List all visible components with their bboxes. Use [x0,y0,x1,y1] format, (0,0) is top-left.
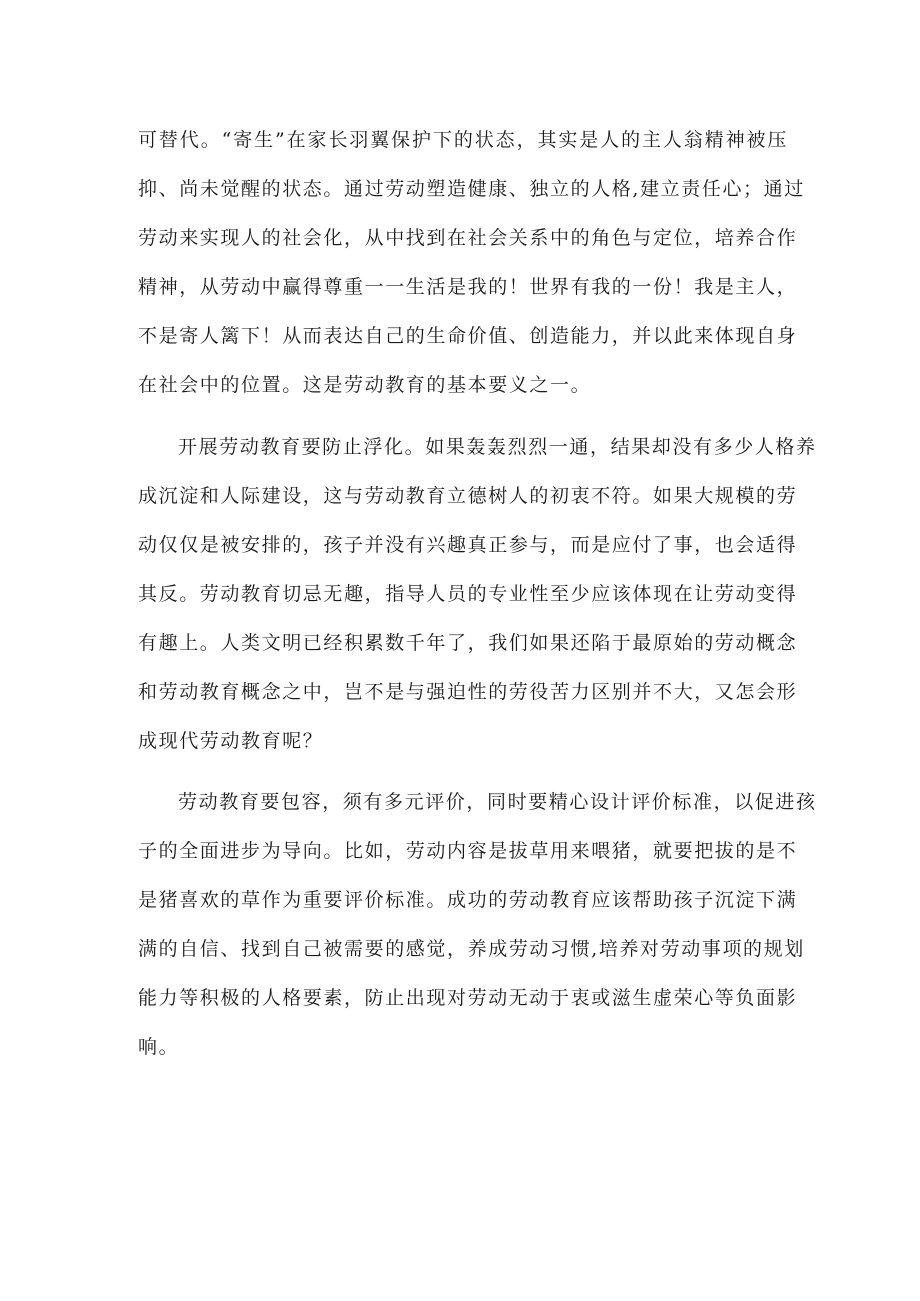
paragraph-1 [138,116,805,410]
paragraph-line: 可替代。“寄生”在家长羽翼保护下的状态，其实是人的主人翁精神被压 [138,129,788,151]
paragraph-line: 在社会中的位置。这是劳动教育的基本要义之一。 [138,374,592,396]
paragraph-line: 是猪喜欢的草作为重要评价标准。成功的劳动教育应该帮助孩子沉淀下满 [138,889,798,911]
paragraph-line: 开展劳动教育要防止浮化。如果轰轰烈烈一通，结果却没有多少人格养 [178,436,817,458]
paragraph-line: 成沉淀和人际建设，这与劳动教育立德树人的初衷不符。如果大规模的劳 [138,485,798,507]
paragraph-line: 满的自信、找到自己被需要的感觉，养成劳动习惯,培养对劳动事项的规划 [138,938,805,960]
paragraph-line: 不是寄人篱下！从而表达自己的生命价值、创造能力，并以此来体现自身 [138,325,798,347]
paragraph-line: 其反。劳动教育切忌无趣，指导人员的专业性至少应该体现在让劳动变得 [138,583,798,605]
paragraph-line: 抑、尚未觉醒的状态。通过劳动塑造健康、独立的人格,建立责任心；通过 [138,178,805,200]
paragraph-line: 能力等积极的人格要素，防止出现对劳动无动于衷或滋生虚荣心等负面影 [138,987,798,1009]
paragraph-line: 响。 [138,1036,180,1058]
paragraph-3 [138,778,817,1072]
paragraph-line: 劳动来实现人的社会化，从中找到在社会关系中的角色与定位，培养合作 [138,227,798,249]
paragraph-line: 成现代劳动教育呢？ [138,730,324,752]
paragraph-line: 子的全面进步为导向。比如，劳动内容是拔草用来喂猪，就要把拔的是不 [138,840,798,862]
paragraph-line: 有趣上。人类文明已经积累数千年了，我们如果还陷于最原始的劳动概念 [138,632,798,654]
paragraph-2 [138,423,817,766]
paragraph-line: 劳动教育要包容，须有多元评价，同时要精心设计评价标准，以促进孩 [178,791,817,813]
paragraph-line: 和劳动教育概念之中，岂不是与强迫性的劳役苦力区别并不大，又怎会形 [138,681,798,703]
paragraph-line: 精神，从劳动中赢得尊重一一生活是我的！世界有我的一份！我是主人， [138,276,798,298]
paragraph-line: 动仅仅是被安排的，孩子并没有兴趣真正参与，而是应付了事，也会适得 [138,534,798,556]
